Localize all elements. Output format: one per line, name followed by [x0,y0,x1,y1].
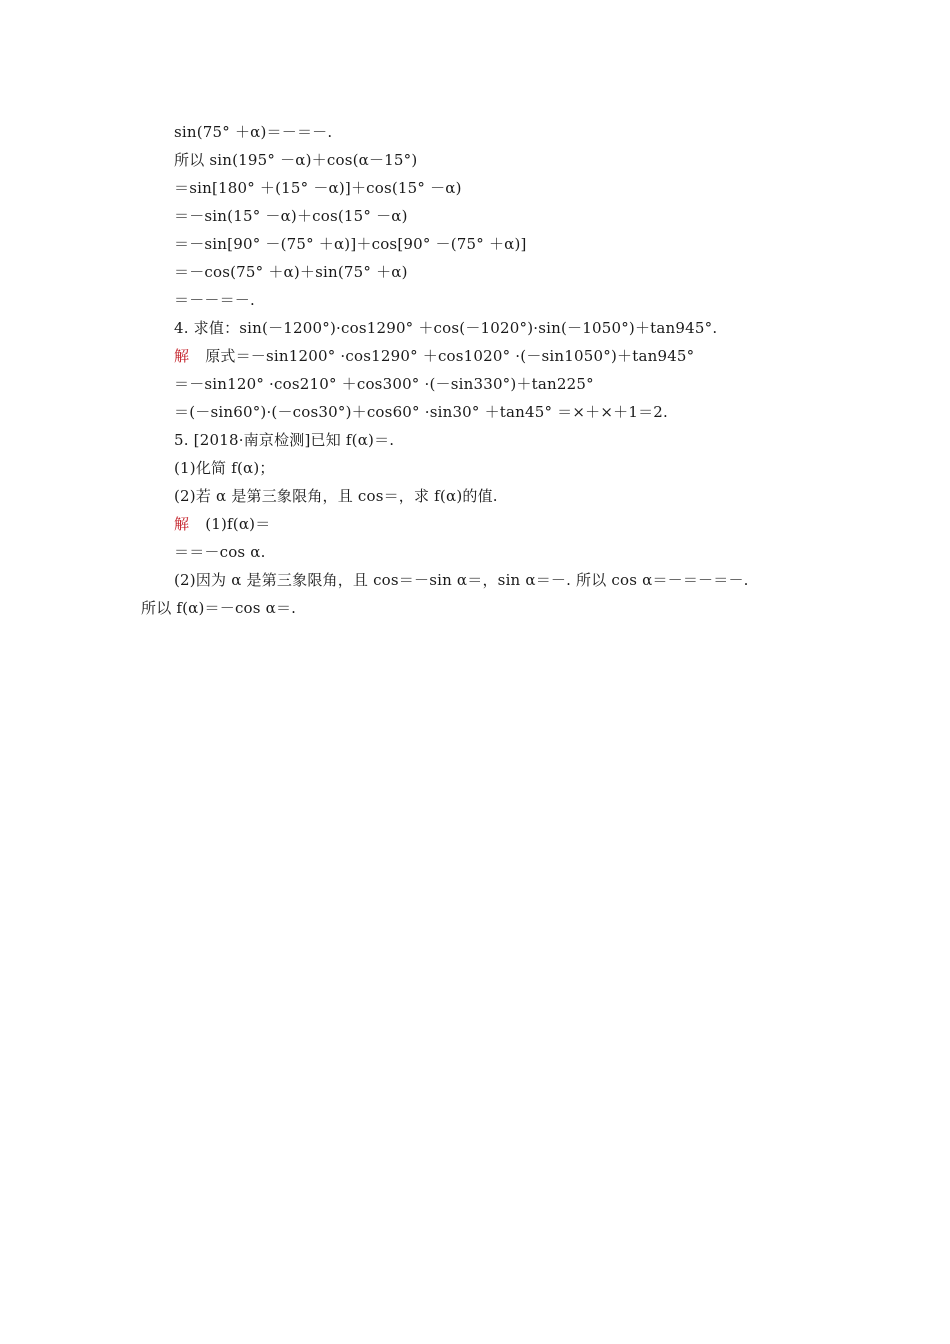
problem-4-solution-line-2: ＝－sin120° ·cos210° ＋cos300° ·(－sin330°)＋tan225° [174,375,594,393]
text-line-2: 所以 sin(195° －α)＋cos(α－15°) [174,151,418,169]
problem-4-solution-line-3: ＝(－sin60°)·(－cos30°)＋cos60° ·sin30° ＋tan45° ＝×＋×＋1＝2. [174,403,668,421]
solution-marker: 解 [174,347,190,365]
problem-5-solution-line-1 [174,514,270,534]
text-line-1: sin(75° ＋α)＝－＝－. [174,123,333,141]
text-line-6: ＝－cos(75° ＋α)＋sin(75° ＋α) [174,263,408,281]
problem-5-solution-line-4: 所以 f(α)＝－cos α＝. [141,599,297,617]
solution-marker: 解 [174,515,190,533]
text-line-7: ＝－－＝－. [174,291,255,309]
problem-5-part-2: (2)若 α 是第三象限角，且 cos＝，求 f(α)的值. [174,487,498,505]
problem-4-statement: 4. 求值：sin(－1200°)·cos1290° ＋cos(－1020°)·sin(－1050°)＋tan945°. [174,319,718,337]
solution-text: (1)f(α)＝ [205,515,271,533]
problem-5-statement: 5. [2018·南京检测]已知 f(α)＝. [174,431,395,449]
text-line-3: ＝sin[180° ＋(15° －α)]＋cos(15° －α) [174,179,462,197]
solution-text: 原式＝－sin1200° ·cos1290° ＋cos1020° ·(－sin1050°)＋tan945° [205,347,695,365]
problem-5-part-1: (1)化简 f(α)； [174,459,275,477]
problem-5-solution-line-3: (2)因为 α 是第三象限角，且 cos＝－sin α＝，sin α＝－. 所以 cos α＝－＝－＝－. [174,571,749,589]
text-line-4: ＝－sin(15° －α)＋cos(15° －α) [174,207,408,225]
problem-4-solution-line-1 [174,346,694,366]
problem-5-solution-line-2: ＝＝－cos α. [174,543,266,561]
text-line-5: ＝－sin[90° －(75° ＋α)]＋cos[90° －(75° ＋α)] [174,235,527,253]
